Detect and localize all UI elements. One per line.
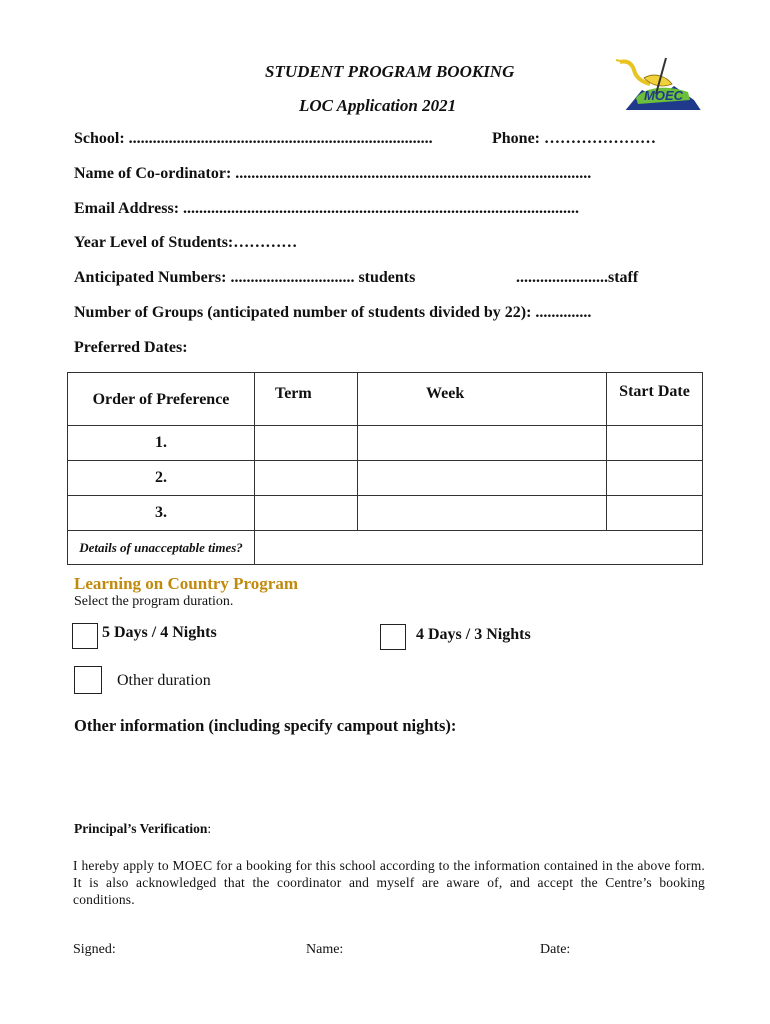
- preferred-dates-label: Preferred Dates:: [74, 339, 188, 356]
- date-label: Date:: [540, 942, 571, 957]
- principal-verification-colon: :: [207, 821, 212, 836]
- unacceptable-times-label: Details of unacceptable times?: [68, 531, 255, 565]
- page-subtitle: LOC Application 2021: [299, 96, 457, 115]
- section-title: Learning on Country Program: [74, 574, 298, 593]
- heron-moec-logo-icon: [614, 50, 702, 110]
- signed-label: Signed:: [73, 942, 116, 957]
- start-date-cell[interactable]: [607, 496, 703, 531]
- duration-5days-label: 5 Days / 4 Nights: [102, 624, 217, 641]
- program-instruction: Select the program duration.: [74, 594, 234, 609]
- preference-row-label: 3.: [68, 496, 255, 531]
- anticipated-students-field[interactable]: Anticipated Numbers: ............................... students: [74, 269, 416, 286]
- unacceptable-times-cell[interactable]: [255, 531, 703, 565]
- week-cell[interactable]: [358, 496, 607, 531]
- start-date-cell[interactable]: [607, 461, 703, 496]
- header-order-of-preference: Order of Preference: [68, 373, 255, 426]
- staff-field[interactable]: .......................staff: [516, 269, 639, 286]
- term-cell[interactable]: [255, 496, 358, 531]
- duration-other-label: Other duration: [117, 672, 211, 689]
- duration-other-checkbox[interactable]: [74, 666, 102, 694]
- year-level-field[interactable]: Year Level of Students:…………: [74, 234, 298, 251]
- week-cell[interactable]: [358, 461, 607, 496]
- week-cell[interactable]: [358, 426, 607, 461]
- page-title: STUDENT PROGRAM BOOKING: [265, 62, 515, 81]
- header-start-date: Start Date: [607, 373, 703, 426]
- phone-field[interactable]: Phone: …………………: [492, 130, 656, 147]
- svg-text:MOEC: MOEC: [644, 88, 683, 103]
- header-week: Week: [358, 373, 607, 426]
- other-information-label: Other information (including specify campout nights):: [74, 716, 457, 735]
- principal-verification-title: Principal’s Verification: [74, 821, 208, 836]
- start-date-cell[interactable]: [607, 426, 703, 461]
- principal-verification-heading: [74, 821, 211, 837]
- preference-row-label: 2.: [68, 461, 255, 496]
- email-field[interactable]: Email Address: ...................................................................................................: [74, 200, 580, 217]
- name-label: Name:: [306, 942, 344, 957]
- preferred-dates-table: [67, 372, 703, 565]
- duration-4days-label: 4 Days / 3 Nights: [416, 626, 531, 643]
- school-field[interactable]: School: ............................................................................: [74, 130, 433, 147]
- preference-row-label: 1.: [68, 426, 255, 461]
- coordinator-field[interactable]: Name of Co-ordinator: .........................................................................................: [74, 165, 592, 182]
- duration-4days-checkbox[interactable]: [380, 624, 406, 650]
- term-cell[interactable]: [255, 461, 358, 496]
- header-term: Term: [255, 373, 358, 426]
- term-cell[interactable]: [255, 426, 358, 461]
- groups-field[interactable]: Number of Groups (anticipated number of students divided by 22): ..............: [74, 304, 592, 321]
- verification-statement: I hereby apply to MOEC for a booking for this school according to the information contained in the above form. It is also acknowledged that the coordinator and myself are aware of, and accept the Centre’s booking conditions.: [73, 858, 705, 907]
- duration-5days-checkbox[interactable]: [72, 623, 98, 649]
